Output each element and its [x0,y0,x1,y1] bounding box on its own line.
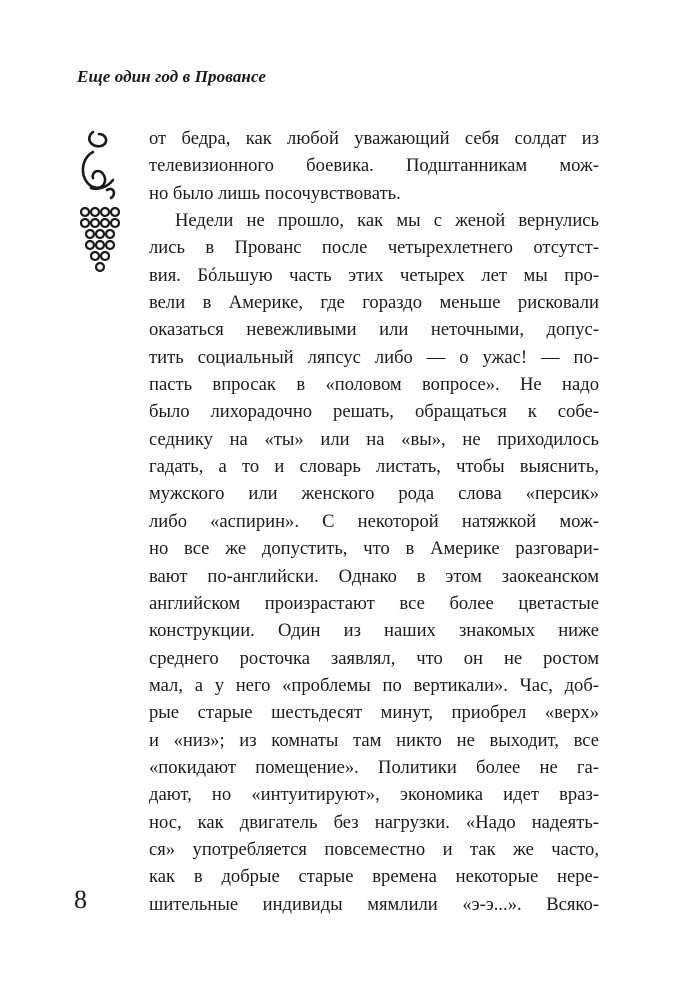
text-line: гадать, а то и словарь листать, чтобы выяснить, [149,456,599,478]
grape-vine-ornament-icon [77,128,121,273]
text-line: но было лишь посочувствовать. [149,182,401,204]
text-line: пасть впросак в «половом вопросе». Не надо [149,374,599,396]
text-line: рые старые шестьдесят минут, приобрел «верх» [149,702,599,724]
text-line: «покидают помещение». Политики более не га- [149,756,599,778]
text-line: шительные индивиды мямлили «э-э...». Всяко- [149,893,599,915]
text-line: дают, но «интуитируют», экономика идет враз- [149,784,599,806]
text-line: тить социальный ляпсус либо — о ужас! — по- [149,346,599,368]
text-line: от бедра, как любой уважающий себя солдат из [149,128,599,149]
text-line: среднего росточка заявлял, что он не ростом [149,647,599,669]
text-line: мужского или женского рода слова «персик» [149,483,599,505]
text-line: вают по-английски. Однако в этом заокеанском [149,565,599,587]
text-line: лись в Прованс после четырехлетнего отсутст- [149,237,599,259]
body-text [149,125,599,918]
text-line: седнику на «ты» или на «вы», не приходилось [149,428,599,450]
running-head-title: Еще один год в Провансе [77,67,267,86]
page-number: 8 [74,885,87,914]
text-line: было лихорадочно решать, обращаться к собе- [149,401,599,423]
text-line: но все же допустить, что в Америке разговари- [149,538,599,560]
text-line: либо «аспирин». С некоторой натяжкой мож- [149,510,599,532]
text-line: и «низ»; из комнаты там никто не выходит, все [149,729,599,751]
text-line: оказаться невежливыми или неточными, допус- [149,319,599,341]
text-line: английском произрастают все более цветастые [149,592,599,614]
text-line: как в добрые старые времена некоторые нере- [149,866,599,888]
text-line: конструкции. Один из наших знакомых ниже [149,620,599,642]
text-line: мал, а у него «проблемы по вертикали». Час, доб- [149,674,599,696]
text-line: вели в Америке, где гораздо меньше рисковали [149,292,599,314]
text-line: ся» употребляется повсеместно и так же часто, [149,838,599,860]
text-line: вия. Бóльшую часть этих четырех лет мы про- [149,264,599,286]
text-line: Недели не прошло, как мы с женой вернулись [175,210,599,232]
text-line: телевизионного боевика. Подштанникам мож- [149,155,599,177]
text-line: нос, как двигатель без нагрузки. «Надо надеять- [149,811,599,833]
